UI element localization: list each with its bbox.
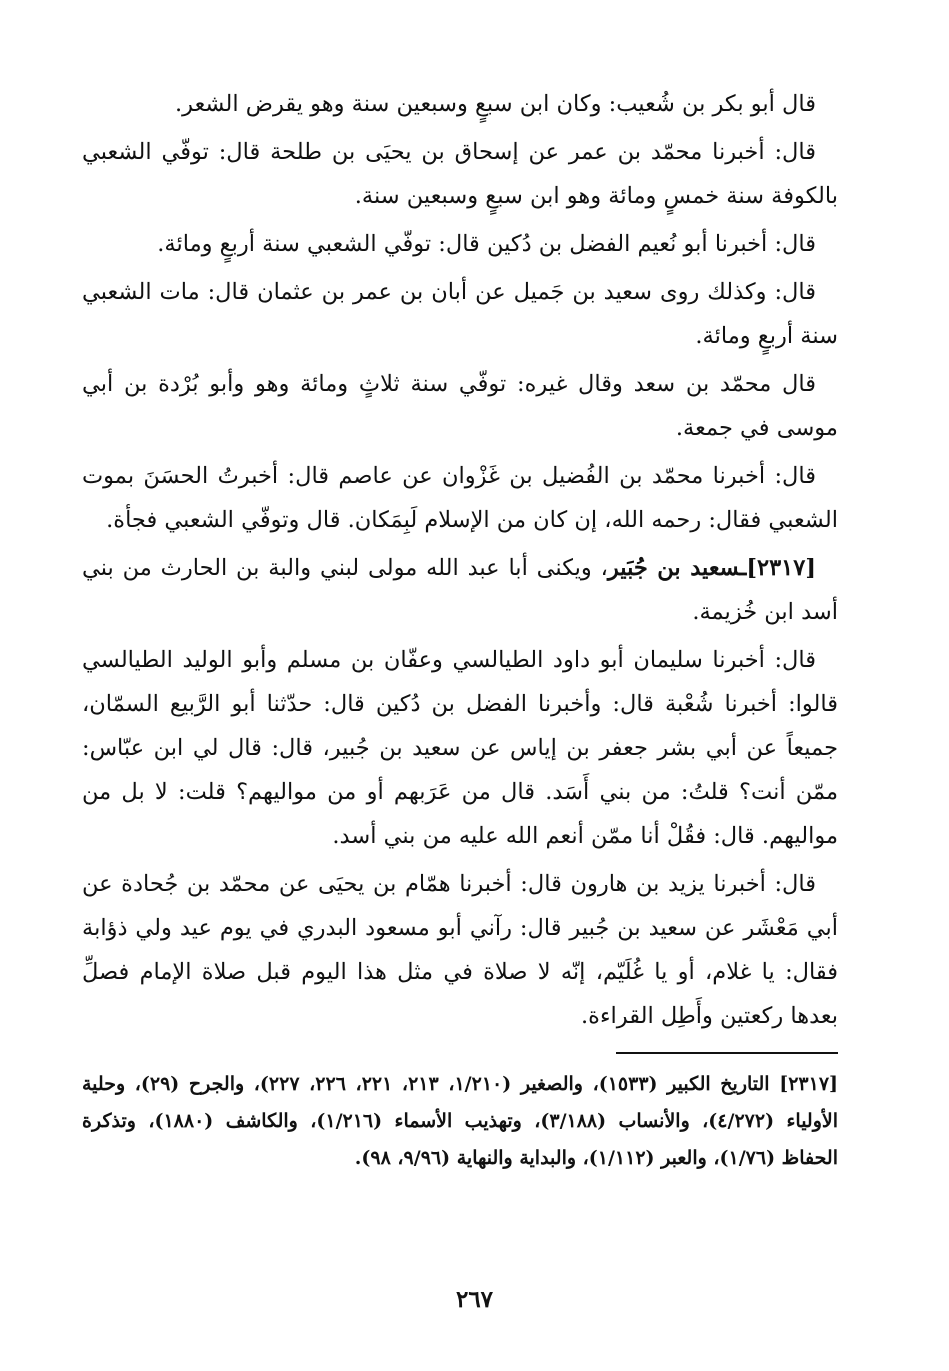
entry-text: ، ويكنى أبا عبد الله مولى لبني والبة بن الحارث من بني أسد ابن خُزيمة. (82, 555, 838, 625)
page-number: ٢٦٧ (455, 1286, 494, 1313)
page-body (82, 82, 838, 1177)
entry-number: [٢٣١٧] (746, 555, 816, 581)
paragraph-2: قال: أخبرنا محمّد بن عمر عن إسحاق بن يحيَى بن طلحة قال: توفّي الشعبي بالكوفة سنة خمسٍ ومائة وهو ابن سبعٍ وسبعين سنة. (82, 139, 838, 209)
paragraph-6: قال: أخبرنا محمّد بن الفُضيل بن غَزْوان عن عاصم قال: أخبرتُ الحسَنَ بموت الشعبي فقال: رحمه الله، إن كان من الإسلام لَبِمَكان. قال وتوفّي الشعبي فجأة. (82, 463, 838, 533)
entry-2317 (82, 546, 838, 634)
entry-name: سعيد بن جُبَير (607, 555, 740, 581)
footnote: [٢٣١٧] التاريخ الكبير (١٥٣٣)، والصغير (١/٢١٠، ٢١٣، ٢٢١، ٢٢٦، ٢٢٧)، والجرح (٢٩)، وحلية الأولياء (٤/٢٧٢)، والأنساب (٣/١٨٨)، وتهذيب الأسماء (١/٢١٦)، والكاشف (١٨٨٠)، وتذكرة الحفاظ (١/٧٦)، والعبر (١/١١٢)، والبداية والنهاية (٩/٩٦، ٩٨). (82, 1073, 839, 1169)
paragraph-5: قال محمّد بن سعد وقال غيره: توفّي سنة ثلاثٍ ومائة وهو وأبو بُرْدة بن أبي موسى في جمعة. (82, 371, 838, 441)
paragraph-4: قال: وكذلك روى سعيد بن جَميل عن أبان بن عمر بن عثمان قال: مات الشعبي سنة أربعٍ ومائة. (82, 279, 838, 349)
footnote-rule (616, 1052, 838, 1054)
entry-dash: ـ (739, 555, 747, 581)
paragraph-8: قال: أخبرنا سليمان أبو داود الطيالسي وعفّان بن مسلم وأبو الوليد الطيالسي قالوا: أخبرنا شُعْبة قال: وأخبرنا الفضل بن دُكين قال: حدّثنا أبو الرَّبيع السمّان، جميعاً عن أبي بشر جعفر بن إياس عن سعيد بن جُبير، قال: قال لي ابن عبّاس: ممّن أنت؟ قلتُ: من بني أَسَد. قال من عَرَبهم أو من مواليهم؟ قلت: لا بل من مواليهم. قال: فقُلْ أنا ممّن أنعم الله عليه من بني أسد. (82, 647, 838, 849)
paragraph-3: قال: أخبرنا أبو نُعيم الفضل بن دُكين قال: توفّي الشعبي سنة أربعٍ ومائة. (157, 231, 816, 257)
paragraph-9: قال: أخبرنا يزيد بن هارون قال: أخبرنا همّام بن يحيَى عن محمّد بن جُحادة عن أبي مَعْشَر عن سعيد بن جُبير قال: رآني أبو مسعود البدري في يوم عيد ولي ذؤابة فقال: يا غلام، أو يا غُلَيّم، إنّه لا صلاة في مثل هذا اليوم قبل صلاة الإمام فصلِّ بعدها ركعتين وأَطِل القراءة. (82, 871, 838, 1029)
paragraph-1: قال أبو بكر بن شُعيب: وكان ابن سبعٍ وسبعين سنة وهو يقرض الشعر. (175, 91, 816, 117)
footnote-separator (82, 1042, 838, 1066)
